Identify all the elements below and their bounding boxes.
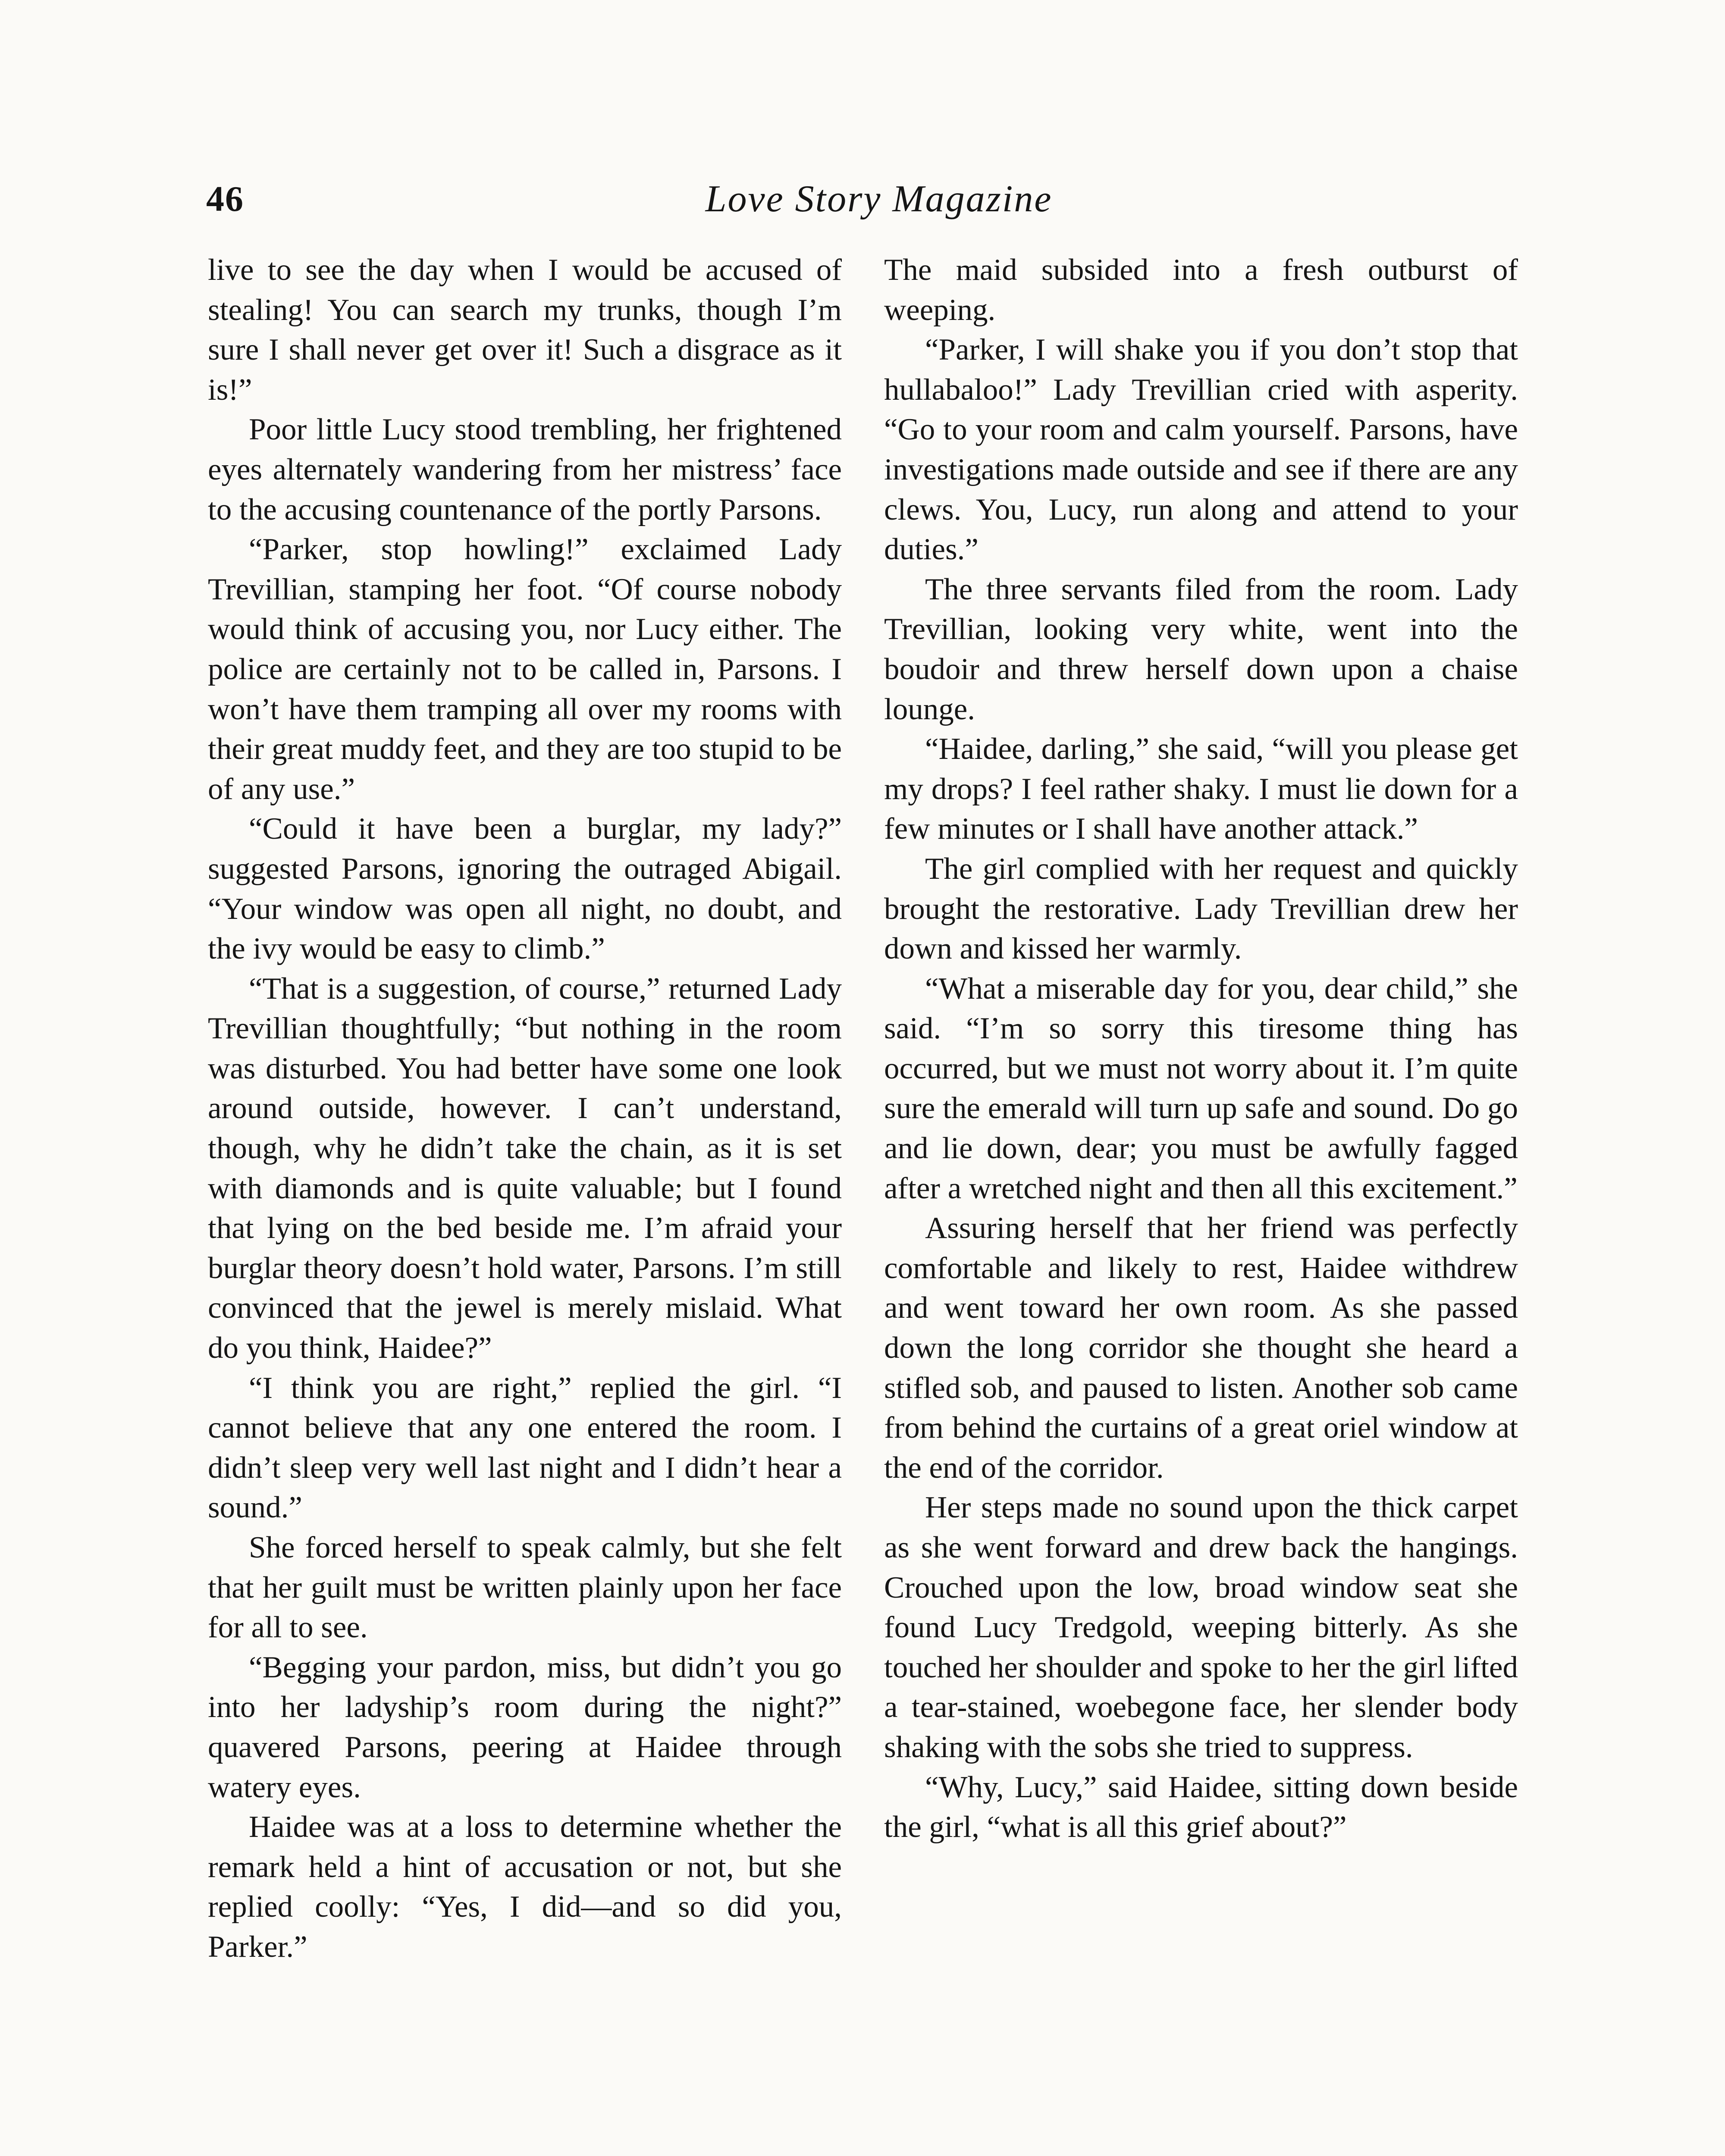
- paragraph: “What a miserable day for you, dear child,” she said. “I’m so sorry this tiresome thing has occurred, but we must not worry about it. I’m quite sure the emerald will turn up safe and sound. Do go and lie down, dear; you must be awfully fagged after a wretched night and then all this excitement.”: [884, 971, 1518, 1205]
- paragraph: Assuring herself that her friend was perfectly comfortable and likely to rest, Haidee withdrew and went toward her own room. As she passed down the long corridor she thought she heard a stifled sob, and paused to listen. Another sob came from behind the curtains of a great oriel window at the end of the corridor.: [884, 1211, 1518, 1485]
- paragraph: “That is a suggestion, of course,” returned Lady Trevillian thoughtfully; “but nothing in the room was disturbed. You had better have some one look around outside, however. I can’t understand, though, why he didn’t take the chain, as it is set with diamonds and is quite valuable; but I found that lying on the bed beside me. I’m afraid your burglar theory doesn’t hold water, Parsons. I’m still convinced that the jewel is merely mislaid. What do you think, Haidee?”: [208, 971, 842, 1365]
- right-column: [884, 250, 1518, 1847]
- paragraph: “Begging your pardon, miss, but didn’t you go into her ladyship’s room during the night?” quavered Parsons, peering at Haidee through watery eyes.: [208, 1650, 842, 1804]
- paragraph: “Parker, stop howling!” exclaimed Lady Trevillian, stamping her foot. “Of course nobody would think of accusing you, nor Lucy either. The police are certainly not to be called in, Parsons. I won’t have them tramping all over my rooms with their great muddy feet, and they are too stupid to be of any use.”: [208, 533, 842, 806]
- paragraph: The girl complied with her request and quickly brought the restorative. Lady Trevillian drew her down and kissed her warmly.: [884, 852, 1518, 966]
- paragraph: “I think you are right,” replied the girl. “I cannot believe that any one entered the room. I didn’t sleep very well last night and I didn’t hear a sound.”: [208, 1371, 842, 1525]
- paragraph: “Why, Lucy,” said Haidee, sitting down beside the girl, “what is all this grief about?”: [884, 1770, 1518, 1844]
- paragraph: Haidee was at a loss to determine whether the remark held a hint of accusation or not, but she replied coolly: “Yes, I did—and so did you, Parker.”: [208, 1810, 842, 1964]
- paragraph: “Parker, I will shake you if you don’t stop that hullabaloo!” Lady Trevillian cried with asperity. “Go to your room and calm yourself. Parsons, have investigations made outside and see if there are any clews. You, Lucy, run along and attend to your duties.”: [884, 333, 1518, 567]
- left-column: [208, 250, 842, 1967]
- paragraph: The maid subsided into a fresh outburst of weeping.: [884, 253, 1518, 327]
- paragraph: live to see the day when I would be accused of stealing! You can search my trunks, though I’m sure I shall never get over it! Such a disgrace as it is!”: [208, 253, 842, 407]
- paragraph: “Haidee, darling,” she said, “will you please get my drops? I feel rather shaky. I must lie down for a few minutes or I shall have another attack.”: [884, 732, 1518, 846]
- paragraph: “Could it have been a burglar, my lady?” suggested Parsons, ignoring the outraged Abigail. “Your window was open all night, no doubt, and the ivy would be easy to climb.”: [208, 812, 842, 966]
- paragraph: Her steps made no sound upon the thick carpet as she went forward and drew back the hangings. Crouched upon the low, broad window seat she found Lucy Tredgold, weeping bitterly. As she touched her shoulder and spoke to her the girl lifted a tear-stained, woebegone face, her slender body shaking with the sobs she tried to suppress.: [884, 1491, 1518, 1764]
- page-number: 46: [206, 179, 244, 219]
- paragraph: She forced herself to speak calmly, but she felt that her guilt must be written plainly upon her face for all to see.: [208, 1531, 842, 1645]
- paragraph: The three servants filed from the room. Lady Trevillian, looking very white, went into the boudoir and threw herself down upon a chaise lounge.: [884, 572, 1518, 726]
- paragraph: Poor little Lucy stood trembling, her frightened eyes alternately wandering from her mistress’ face to the accusing countenance of the portly Parsons.: [208, 413, 842, 526]
- magazine-title: Love Story Magazine: [705, 178, 1053, 220]
- page-header: [206, 169, 1517, 229]
